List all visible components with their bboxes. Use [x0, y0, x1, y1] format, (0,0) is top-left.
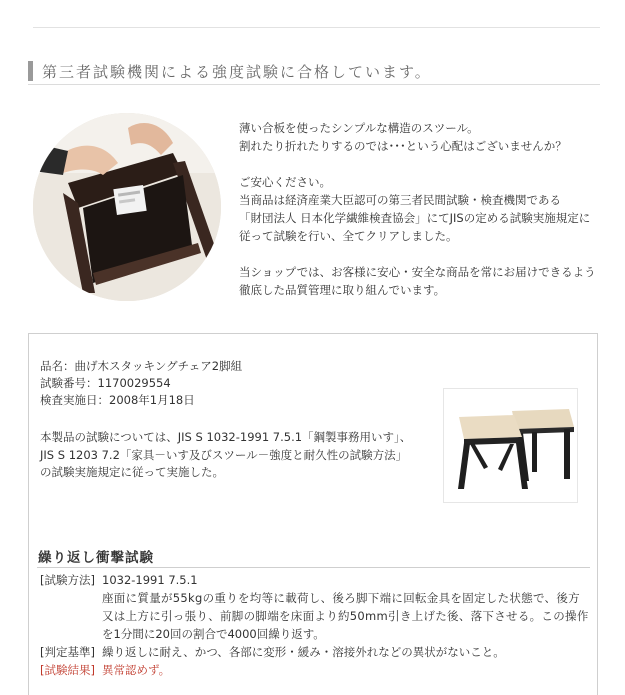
- criteria-label: [判定基準]: [40, 645, 95, 659]
- result-label: [試験結果]: [40, 663, 95, 677]
- method-row: [40, 571, 592, 589]
- criteria-text: 繰り返しに耐え、かつ、各部に変形・緩み・溶接外れなどの異状がないこと。: [102, 645, 505, 659]
- test-divider: [37, 567, 590, 568]
- description-line: JIS S 1203 7.2「家具－いす及びスツール－強度と耐久性の試験方法」: [40, 447, 408, 462]
- method-standard: 1032-1991 7.5.1: [102, 573, 198, 587]
- product-name: 品名：曲げ木スタッキングチェア2脚組: [40, 359, 243, 373]
- description-line: 本製品の試験については、JIS S 1032-1991 7.5.1「鋼製事務用いす」、: [40, 430, 412, 444]
- strength-test-photo: [33, 113, 221, 301]
- intro-line: 徹底した品質管理に取り組んでいます。: [239, 283, 446, 297]
- intro-line: ご安心ください。: [239, 175, 331, 189]
- stacking-stools-illustration: [444, 389, 578, 503]
- test-date: 検査実施日：2008年1月18日: [40, 393, 195, 407]
- test-number: 試験番号：1170029554: [40, 376, 171, 390]
- intro-line: 割れたり折れたりするのでは･･･という心配はございませんか？: [239, 139, 567, 153]
- criteria-row: [40, 643, 592, 661]
- stool-pair-photo: [443, 388, 578, 503]
- intro-line: 「財団法人 日本化学繊維検査協会」にてJISの定める試験実施規定に: [239, 211, 591, 225]
- result-text: 異常認めず。: [102, 663, 171, 677]
- test-details: [40, 571, 592, 679]
- intro-text: [239, 119, 619, 299]
- result-row: [40, 661, 592, 679]
- description-line: の試験実施規定に従って実施した。: [40, 465, 224, 479]
- intro-line: 当商品は経済産業大臣認可の第三者民間試験・検査機関である: [239, 193, 561, 207]
- intro-line: 当ショップでは、お客様に安心・安全な商品を常にお届けできるよう: [239, 265, 596, 279]
- test-standard-description: [40, 429, 411, 482]
- test-title: 繰り返し衝撃試験: [38, 550, 154, 566]
- section-heading: [28, 58, 600, 85]
- method-line: を1分間に20回の割合で4000回繰り返す。: [102, 627, 325, 641]
- page-title: 第三者試験機関による強度試験に合格しています。: [42, 63, 432, 81]
- heading-accent-bar: [28, 61, 33, 81]
- intro-line: 従って試験を行い、全てクリアしました。: [239, 229, 458, 243]
- method-line: 又は上方に引っ張り、前脚の脚端を床面より約50mm引き上げた後、落下させる。この操作: [102, 609, 589, 623]
- intro-line: 薄い合板を使ったシンプルな構造のスツール。: [239, 121, 479, 135]
- method-label: [試験方法]: [40, 573, 95, 587]
- stool-underside-illustration: [33, 113, 221, 301]
- top-divider: [33, 27, 600, 28]
- method-line: 座面に質量が55kgの重りを均等に載荷し、後ろ脚下端に回転金具を固定した状態で、後方: [102, 591, 580, 605]
- product-specs: [40, 358, 242, 409]
